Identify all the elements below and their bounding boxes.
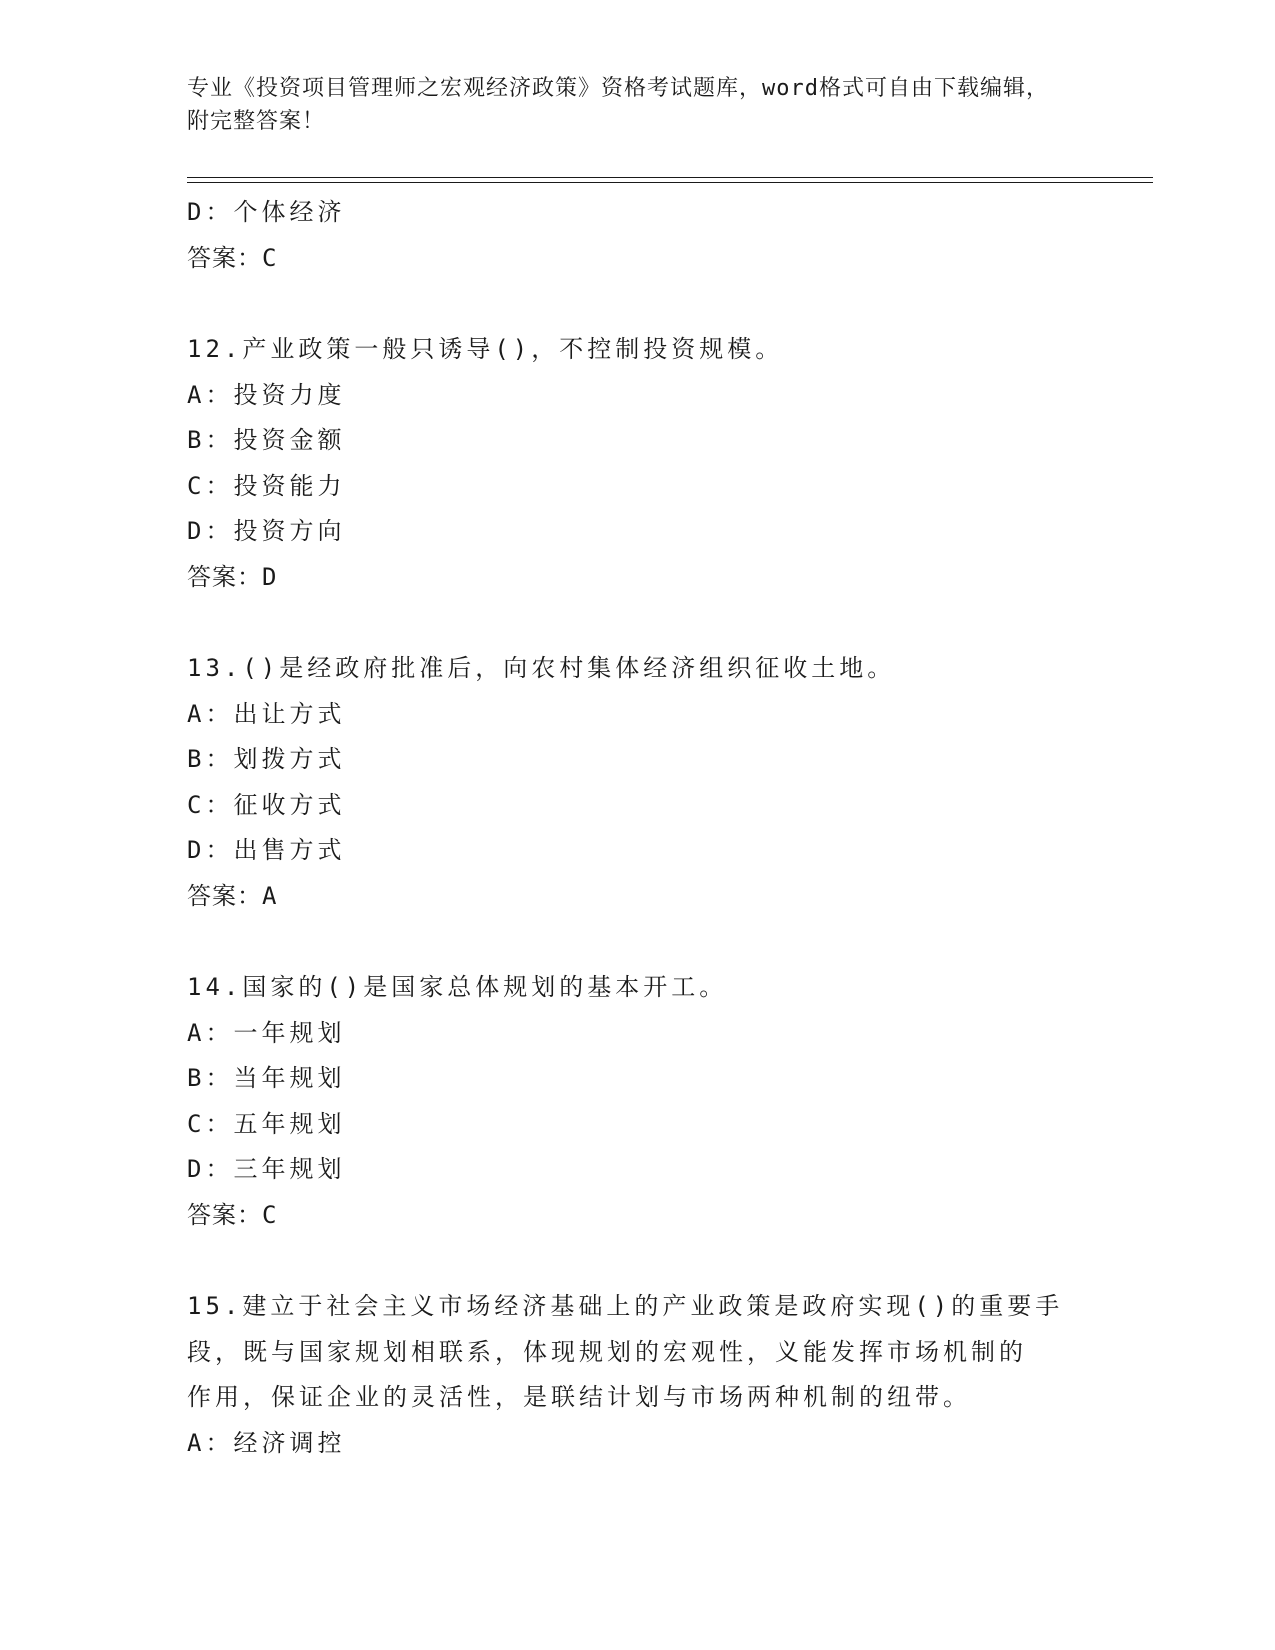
option-b: B：划拨方式 xyxy=(187,745,346,773)
answer: 答案：A xyxy=(187,881,278,910)
header-divider-top xyxy=(187,177,1153,178)
option-c: C：征收方式 xyxy=(187,790,346,819)
document-header xyxy=(187,72,1067,138)
question-list xyxy=(187,190,1087,1466)
question-stem: 14.国家的()是国家总体规划的基本开工。 xyxy=(187,973,728,1001)
answer: 答案：C xyxy=(187,1200,278,1229)
question-15 xyxy=(187,1284,1087,1466)
header-divider-bottom xyxy=(187,182,1153,183)
option-a: A：一年规划 xyxy=(187,1018,346,1047)
answer: 答案：C xyxy=(187,243,278,272)
option-a: A：出让方式 xyxy=(187,699,346,728)
option-a: A：投资力度 xyxy=(187,380,346,409)
question-stem-line-2: 段，既与国家规划相联系，体现规划的宏观性，义能发挥市场机制的 xyxy=(187,1337,1027,1366)
option-d: D：三年规划 xyxy=(187,1155,346,1183)
question-stem: 12.产业政策一般只诱导()，不控制投资规模。 xyxy=(187,335,784,363)
carry-over-block xyxy=(187,190,1087,281)
question-stem: 13.()是经政府批准后，向农村集体经济组织征收土地。 xyxy=(187,654,896,682)
option-c: C：五年规划 xyxy=(187,1109,346,1138)
option-d: D：出售方式 xyxy=(187,836,346,864)
question-stem-line-1: 15.建立于社会主义市场经济基础上的产业政策是政府实现()的重要手 xyxy=(187,1292,1064,1320)
option-b: B：投资金额 xyxy=(187,426,346,454)
answer: 答案：D xyxy=(187,562,278,591)
header-text: 专业《投资项目管理师之宏观经济政策》资格考试题库，word格式可自由下载编辑，附完整答案！ xyxy=(187,76,1049,134)
question-14 xyxy=(187,965,1087,1238)
option-b: B：当年规划 xyxy=(187,1064,346,1092)
option-c: C：投资能力 xyxy=(187,471,346,500)
option-a: A：经济调控 xyxy=(187,1428,346,1457)
option-d: D：个体经济 xyxy=(187,198,346,226)
question-13 xyxy=(187,646,1087,919)
question-12 xyxy=(187,327,1087,600)
option-d: D：投资方向 xyxy=(187,517,346,545)
question-stem-line-3: 作用，保证企业的灵活性，是联结计划与市场两种机制的纽带。 xyxy=(187,1383,971,1411)
